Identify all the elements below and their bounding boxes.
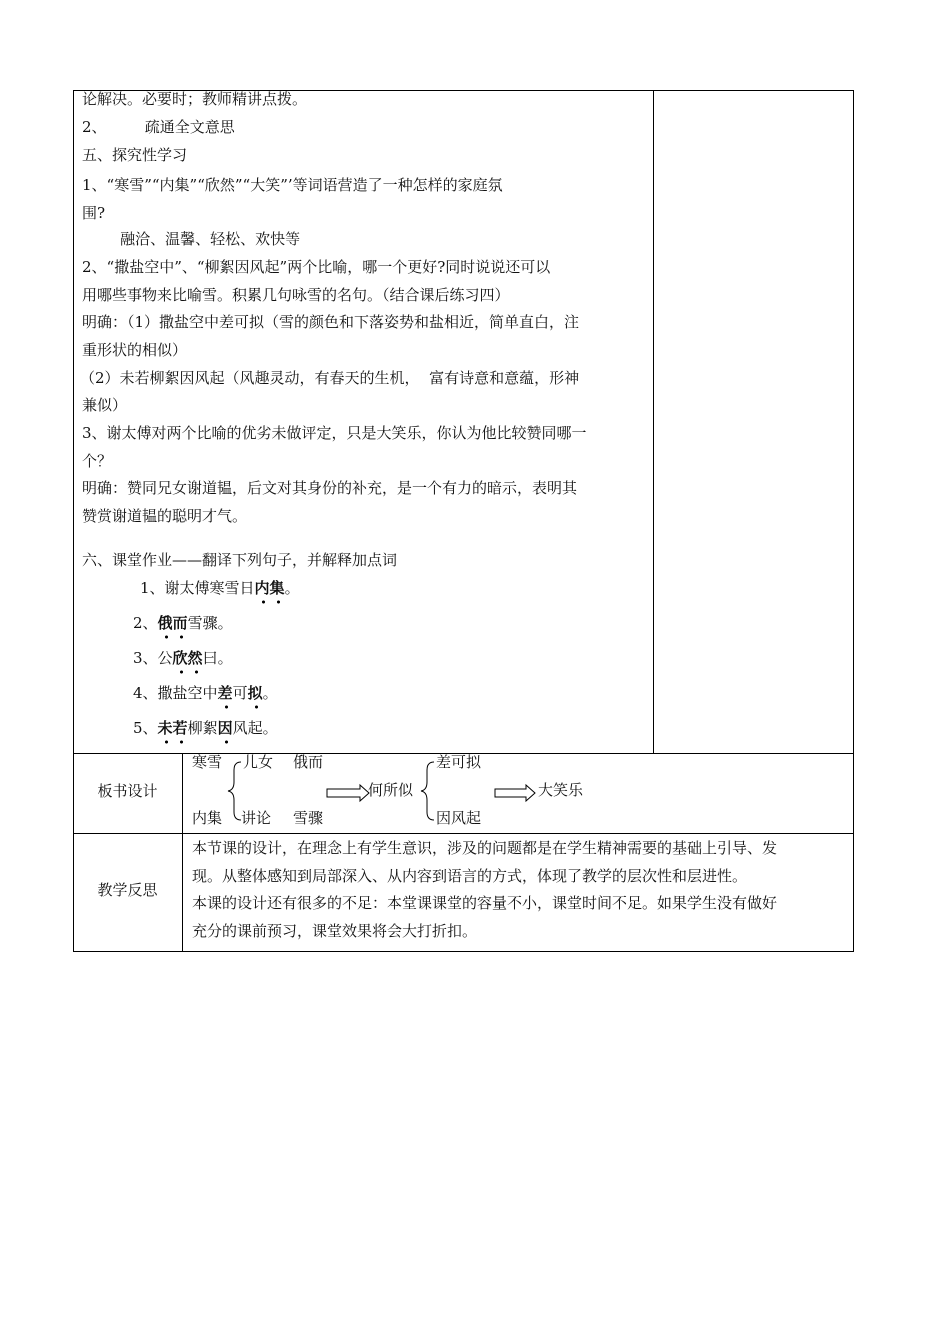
- text-line: 明确：赞同兄女谢道韫，后文对其身份的补充，是一个有力的暗示，表明其: [82, 479, 578, 497]
- text-line: 围?: [82, 204, 106, 222]
- text-line: 2、“撒盐空中”、“柳絮因风起”两个比喻，哪一个更好?同时说说还可以: [82, 258, 551, 276]
- homework-item: [133, 718, 278, 738]
- table-bottom-border: [73, 951, 854, 952]
- text-line: 兼似）: [82, 396, 128, 414]
- text-line: 论解决。必要时；教师精讲点拨。: [82, 90, 308, 108]
- homework-text: 5、: [133, 719, 158, 737]
- homework-text: 雪骤。: [187, 614, 233, 632]
- reflection-line: 现。从整体感知到局部深入、从内容到语言的方式，体现了教学的层次性和层进性。: [192, 867, 748, 885]
- label-col-divider: [182, 753, 183, 952]
- teaching-reflection-label: 教学反思: [97, 881, 158, 899]
- double-arrow-1: [327, 785, 369, 801]
- row-divider-reflection: [73, 833, 854, 834]
- main-col-divider: [653, 90, 654, 753]
- dotted-word: 俄而: [157, 614, 188, 632]
- dotted-word: 拟: [247, 684, 263, 702]
- board-word-daxiaole: 大笑乐: [538, 781, 584, 799]
- board-word-neiji: 内集: [192, 809, 223, 827]
- text-line: 融洽、温馨、轻松、欢快等: [82, 230, 301, 248]
- reflection-line: 充分的课前预习，课堂效果将会大打折扣。: [192, 922, 478, 940]
- brace-left-1: [228, 762, 241, 820]
- homework-item: [140, 578, 300, 598]
- homework-text: 柳絮: [187, 719, 218, 737]
- reflection-line: 本节课的设计，在理念上有学生意识，涉及的问题都是在学生精神需要的基础上引导、发: [192, 839, 778, 857]
- dotted-word: 差: [217, 684, 233, 702]
- text-line: 1、“寒雪”“内集”“欣然”“大笑”’等词语营造了一种怎样的家庭氛: [82, 176, 503, 194]
- homework-item: [133, 683, 278, 703]
- board-word-hanxue: 寒雪: [192, 753, 223, 771]
- homework-text: 曰。: [202, 649, 233, 667]
- homework-text: 3、公: [133, 649, 173, 667]
- homework-item: [133, 648, 233, 668]
- brace-left-2: [421, 762, 434, 820]
- text-line: 3、谢太傅对两个比喻的优劣未做评定，只是大笑乐，你认为他比较赞同哪一: [82, 424, 587, 442]
- reflection-line: 本课的设计还有很多的不足：本堂课课堂的容量不小，课堂时间不足。如果学生没有做好: [192, 894, 778, 912]
- homework-item: [133, 613, 233, 633]
- double-arrow-2: [495, 785, 535, 801]
- homework-text: 2、: [133, 614, 158, 632]
- text-line: 个？: [82, 452, 113, 470]
- dotted-word: 未若: [157, 719, 188, 737]
- board-word-taolun: 讲论: [241, 809, 272, 827]
- homework-text: 。: [262, 684, 278, 702]
- homework-text: 可: [232, 684, 248, 702]
- board-word-ernv: 儿女: [243, 753, 274, 771]
- board-word-xuezhou: 雪骤: [293, 809, 324, 827]
- board-word-chakeni: 差可拟: [436, 753, 482, 771]
- homework-text: 4、撒盐空中: [133, 684, 218, 702]
- table-right-border: [853, 90, 854, 952]
- text-line: 用哪些事物来比喻雪。积累几句咏雪的名句。（结合课后练习四）: [82, 286, 510, 304]
- dotted-word: 欣然: [172, 649, 203, 667]
- board-word-yinfengqi: 因风起: [436, 809, 482, 827]
- dotted-word: 因: [217, 719, 233, 737]
- board-word-ee: 俄而: [293, 753, 324, 771]
- homework-text: 风起。: [232, 719, 278, 737]
- text-line: 明确：（1）撒盐空中差可拟（雪的颜色和下落姿势和盐相近，简单直白，注: [82, 313, 580, 331]
- section-heading: 六、课堂作业——翻译下列句子，并解释加点词: [82, 551, 398, 569]
- board-word-hesuosi: 何所似: [368, 781, 414, 799]
- text-line: 2、 疏通全文意思: [82, 118, 235, 136]
- text-line: （2）未若柳絮因风起（风趣灵动，有春天的生机， 富有诗意和意蕴，形神: [80, 369, 580, 387]
- text-line: 赞赏谢道韫的聪明才气。: [82, 507, 248, 525]
- homework-text: 1、谢太傅寒雪日: [140, 579, 255, 597]
- board-design-label: 板书设计: [97, 782, 158, 800]
- text-line: 重形状的相似）: [82, 341, 188, 359]
- dotted-word: 内集: [254, 579, 285, 597]
- section-heading: 五、探究性学习: [82, 146, 188, 164]
- table-left-border: [73, 90, 74, 952]
- homework-text: 。: [284, 579, 300, 597]
